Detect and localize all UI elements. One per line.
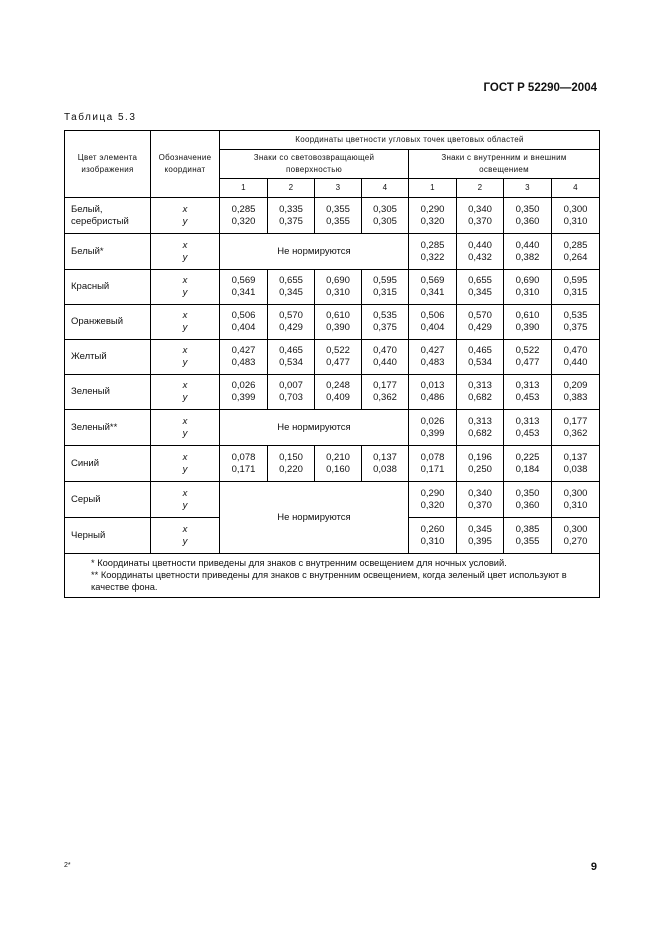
value-cell: 0,209 0,383: [552, 375, 600, 410]
value-cell: 0,440 0,432: [457, 234, 504, 270]
value-cell: 0,350 0,360: [504, 198, 552, 234]
value-cell: 0,569 0,341: [220, 270, 268, 305]
header-num: 1: [409, 179, 457, 198]
value-cell: 0,078 0,171: [409, 446, 457, 482]
sheet-mark: 2*: [64, 862, 71, 869]
coord-labels: x y: [151, 305, 220, 340]
table-row: [65, 340, 600, 375]
table-row: [65, 270, 600, 305]
value-cell: 0,078 0,171: [220, 446, 268, 482]
value-cell: 0,313 0,453: [504, 410, 552, 446]
color-name: Серый: [65, 482, 151, 518]
value-cell: 0,285 0,264: [552, 234, 600, 270]
value-cell: 0,150 0,220: [268, 446, 315, 482]
value-cell: 0,465 0,534: [268, 340, 315, 375]
value-cell: 0,595 0,315: [362, 270, 409, 305]
color-name: Оранжевый: [65, 305, 151, 340]
not-normalized: Не нормируются: [220, 234, 409, 270]
value-cell: 0,569 0,341: [409, 270, 457, 305]
value-cell: 0,300 0,270: [552, 518, 600, 554]
value-cell: 0,177 0,362: [362, 375, 409, 410]
value-cell: 0,177 0,362: [552, 410, 600, 446]
value-cell: 0,137 0,038: [362, 446, 409, 482]
header-num: 2: [268, 179, 315, 198]
standard-number: ГОСТ Р 52290—2004: [483, 82, 597, 94]
value-cell: 0,610 0,390: [504, 305, 552, 340]
value-cell: 0,522 0,477: [504, 340, 552, 375]
table-row: [65, 234, 600, 270]
value-cell: 0,260 0,310: [409, 518, 457, 554]
footnote-1: * Координаты цветности приведены для знаков с внутренним освещением для ночных условий.: [91, 558, 507, 568]
table-row: [65, 305, 600, 340]
value-cell: 0,570 0,429: [268, 305, 315, 340]
value-cell: 0,026 0,399: [409, 410, 457, 446]
header-num: 4: [362, 179, 409, 198]
value-cell: 0,465 0,534: [457, 340, 504, 375]
coord-labels: x y: [151, 410, 220, 446]
color-name: Желтый: [65, 340, 151, 375]
coord-labels: x y: [151, 446, 220, 482]
not-normalized: Не нормируются: [220, 410, 409, 446]
color-name: Зеленый**: [65, 410, 151, 446]
value-cell: 0,570 0,429: [457, 305, 504, 340]
value-cell: 0,026 0,399: [220, 375, 268, 410]
value-cell: 0,335 0,375: [268, 198, 315, 234]
header-coord: Обозначение координат: [151, 131, 220, 198]
table-footnotes: [65, 554, 600, 598]
table-row: [65, 482, 600, 518]
value-cell: 0,385 0,355: [504, 518, 552, 554]
chromaticity-table: [64, 130, 600, 598]
value-cell: 0,535 0,375: [362, 305, 409, 340]
value-cell: 0,690 0,310: [315, 270, 362, 305]
not-normalized: Не нормируются: [220, 482, 409, 554]
header-num: 2: [457, 179, 504, 198]
table-row: [65, 446, 600, 482]
value-cell: 0,007 0,703: [268, 375, 315, 410]
header-group-retroreflective: Знаки со световозвращающей поверхностью: [220, 150, 409, 179]
value-cell: 0,506 0,404: [220, 305, 268, 340]
header-num: 1: [220, 179, 268, 198]
color-name: Черный: [65, 518, 151, 554]
header-group-illuminated: Знаки с внутренним и внешним освещением: [409, 150, 600, 179]
value-cell: 0,440 0,382: [504, 234, 552, 270]
color-name: Белый*: [65, 234, 151, 270]
color-name: Зеленый: [65, 375, 151, 410]
coord-labels: x y: [151, 270, 220, 305]
color-name: Синий: [65, 446, 151, 482]
color-name: Красный: [65, 270, 151, 305]
table-body: [65, 198, 600, 554]
header-num: 3: [315, 179, 362, 198]
page-number: 9: [590, 861, 597, 873]
coord-labels: x y: [151, 518, 220, 554]
table-row: [65, 375, 600, 410]
value-cell: 0,210 0,160: [315, 446, 362, 482]
coord-labels: x y: [151, 340, 220, 375]
coord-labels: x y: [151, 198, 220, 234]
value-cell: 0,290 0,320: [409, 198, 457, 234]
value-cell: 0,350 0,360: [504, 482, 552, 518]
value-cell: 0,196 0,250: [457, 446, 504, 482]
header-color: Цвет элемента изображения: [65, 131, 151, 198]
value-cell: 0,655 0,345: [268, 270, 315, 305]
value-cell: 0,427 0,483: [409, 340, 457, 375]
coord-labels: x y: [151, 234, 220, 270]
table-caption: Таблица 5.3: [64, 112, 137, 123]
value-cell: 0,313 0,453: [504, 375, 552, 410]
value-cell: 0,225 0,184: [504, 446, 552, 482]
value-cell: 0,340 0,370: [457, 482, 504, 518]
value-cell: 0,427 0,483: [220, 340, 268, 375]
table-row: [65, 198, 600, 234]
value-cell: 0,345 0,395: [457, 518, 504, 554]
value-cell: 0,305 0,305: [362, 198, 409, 234]
header-num: 4: [552, 179, 600, 198]
value-cell: 0,470 0,440: [362, 340, 409, 375]
value-cell: 0,535 0,375: [552, 305, 600, 340]
value-cell: 0,595 0,315: [552, 270, 600, 305]
color-name: Белый, серебристый: [65, 198, 151, 234]
value-cell: 0,013 0,486: [409, 375, 457, 410]
value-cell: 0,300 0,310: [552, 482, 600, 518]
value-cell: 0,137 0,038: [552, 446, 600, 482]
value-cell: 0,285 0,322: [409, 234, 457, 270]
value-cell: 0,610 0,390: [315, 305, 362, 340]
footnote-2: ** Координаты цветности приведены для знаков с внутренним освещением, когда зеленый цвет используют в качестве фона.: [91, 570, 567, 592]
value-cell: 0,470 0,440: [552, 340, 600, 375]
value-cell: 0,355 0,355: [315, 198, 362, 234]
value-cell: 0,690 0,310: [504, 270, 552, 305]
value-cell: 0,290 0,320: [409, 482, 457, 518]
value-cell: 0,506 0,404: [409, 305, 457, 340]
value-cell: 0,248 0,409: [315, 375, 362, 410]
value-cell: 0,285 0,320: [220, 198, 268, 234]
value-cell: 0,313 0,682: [457, 410, 504, 446]
coord-labels: x y: [151, 482, 220, 518]
value-cell: 0,655 0,345: [457, 270, 504, 305]
value-cell: 0,313 0,682: [457, 375, 504, 410]
header-main: Координаты цветности угловых точек цветовых областей: [220, 131, 600, 150]
table-row: [65, 410, 600, 446]
value-cell: 0,522 0,477: [315, 340, 362, 375]
value-cell: 0,340 0,370: [457, 198, 504, 234]
header-num: 3: [504, 179, 552, 198]
coord-labels: x y: [151, 375, 220, 410]
value-cell: 0,300 0,310: [552, 198, 600, 234]
